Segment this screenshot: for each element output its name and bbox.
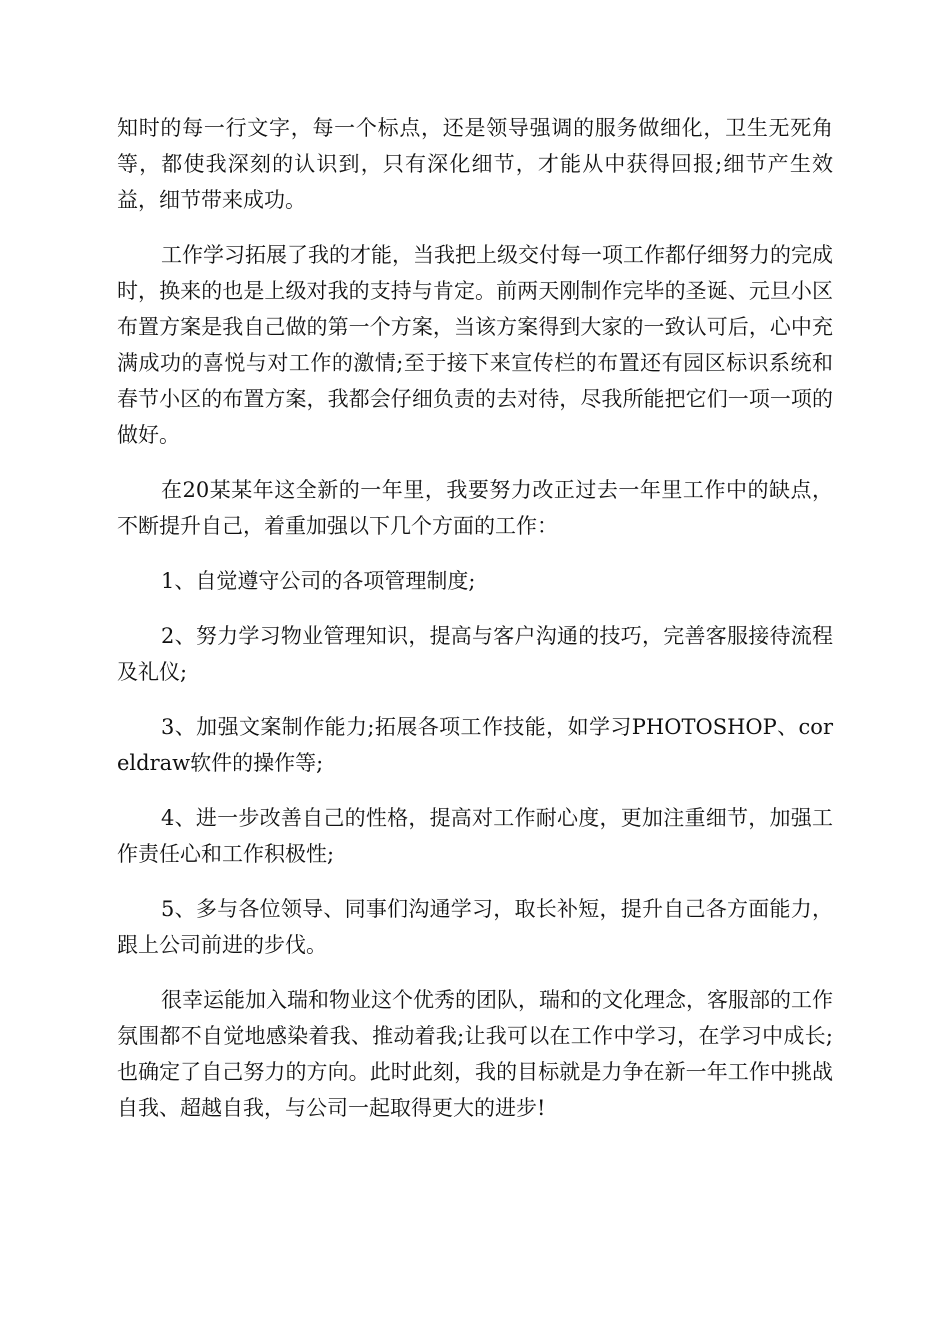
paragraph-continuation: 知时的每一行文字，每一个标点，还是领导强调的服务做细化，卫生无死角等，都使我深刻的认识到，只有深化细节，才能从中获得回报;细节产生效益，细节带来成功。 [117,116,833,212]
paragraph-work-study: 工作学习拓展了我的才能，当我把上级交付每一项工作都仔细努力的完成时，换来的也是上级对我的支持与肯定。前两天刚制作完毕的圣诞、元旦小区布置方案是我自己做的第一个方案，当该方案得到大家的一致认可后，心中充满成功的喜悦与对工作的激情;至于接下来宣传栏的布置还有园区标识系统和春节小区的布置方案，我都会仔细负责的去对待，尽我所能把它们一项一项的做好。 [117,243,833,447]
list-item-5: 5、多与各位领导、同事们沟通学习，取长补短，提升自己各方面能力，跟上公司前进的步伐。 [117,897,833,957]
document-body [117,110,833,1145]
list-item-3: 3、加强文案制作能力;拓展各项工作技能，如学习PHOTOSHOP、coreldraw软件的操作等; [117,715,833,775]
paragraph-new-year-plan: 在20某某年这全新的一年里，我要努力改正过去一年里工作中的缺点，不断提升自己，着重加强以下几个方面的工作： [117,478,833,538]
paragraph-conclusion: 很幸运能加入瑞和物业这个优秀的团队，瑞和的文化理念，客服部的工作氛围都不自觉地感染着我、推动着我;让我可以在工作中学习，在学习中成长;也确定了自己努力的方向。此时此刻，我的目标就是力争在新一年工作中挑战自我、超越自我，与公司一起取得更大的进步! [117,988,833,1120]
list-item-2: 2、努力学习物业管理知识，提高与客户沟通的技巧，完善客服接待流程及礼仪; [117,624,833,684]
list-item-4: 4、进一步改善自己的性格，提高对工作耐心度，更加注重细节，加强工作责任心和工作积极性; [117,806,833,866]
list-item-1: 1、自觉遵守公司的各项管理制度; [161,569,476,593]
